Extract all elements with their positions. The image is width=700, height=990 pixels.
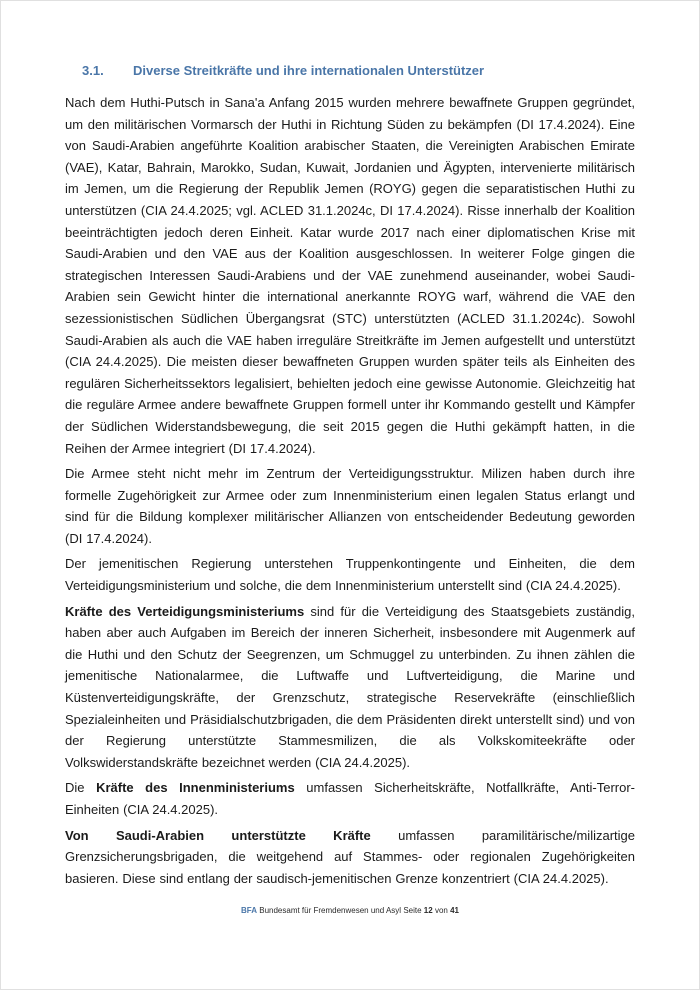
- paragraph: [65, 601, 635, 774]
- paragraph-text: umfassen paramilitärische/milizartige Grenzsicherungsbrigaden, die weitgehend auf Stammes- oder regionalen Zugehörigkeiten basieren. Diese sind entlang der saudisch-jemenitischen Grenze konzentriert (CIA 24.4.2025).: [65, 827, 635, 886]
- paragraph: [65, 92, 635, 459]
- paragraph-text: Nach dem Huthi-Putsch in Sana'a Anfang 2015 wurden mehrere bewaffnete Gruppen gegründet, um den militärischen Vormarsch der Huthi in Richtung Süden zu bekämpfen (DI 17.4.2024). Eine von Saudi-Arabien angeführte Koalition arabischer Staaten, die Vereinigten Arabischen Emirate (VAE), Katar, Bahrain, Marokko, Sudan, Kuwait, Jordanien und Ägypten, intervenierte militärisch im Jemen, um die Regierung der Republik Jemen (ROYG) gegen die separatistischen Huthi zu unterstützen (CIA 24.4.2025; vgl. ACLED 31.1.2024c, DI 17.4.2024). Risse innerhalb der Koalition beeinträchtigten jedoch deren Einheit. Katar wurde 2017 nach einer diplomatischen Krise mit Saudi-Arabien und den VAE aus der Koalition ausgeschlossen. In weiterer Folge gingen die strategischen Interessen Saudi-Arabiens und der VAE zunehmend auseinander, wobei Saudi-Arabien sein Gewicht hinter die international anerkannte ROYG warf, während die VAE den sezessionistischen Südlichen Übergangsrat (STC) unterstützten (ACLED 31.1.2024c). Sowohl Saudi-Arabien als auch die VAE haben irreguläre Streitkräfte im Jemen aufgestellt und unterstützt (CIA 24.4.2025). Die meisten dieser bewaffneten Gruppen wurden später teils als Einheiten des regulären Sicherheitssektors legalisiert, behielten jedoch eine gewisse Autonomie. Gleichzeitig hat die reguläre Armee andere bewaffnete Gruppen formell unter ihr Kommando gestellt und Kämpfer der Südlichen Widerstandsbewegung, die seit 2015 gegen die Huthi gekämpft hatten, in die Reihen der Armee integriert (DI 17.4.2024).: [65, 95, 635, 456]
- footer-total-pages: 41: [450, 906, 459, 915]
- paragraph-text: Die: [65, 780, 97, 796]
- paragraph-text: umfassen Sicherheitskräfte, Notfallkräfte, Anti-Terror-Einheiten (CIA 24.4.2025).: [65, 780, 635, 817]
- paragraph-bold-lead: Kräfte des Innenministeriums: [96, 780, 295, 796]
- page-footer: [1, 906, 699, 915]
- footer-org-name: Bundesamt für Fremdenwesen und Asyl: [259, 906, 402, 915]
- section-heading: [65, 63, 635, 78]
- paragraph-bold-lead: Kräfte des Verteidigungsministeriums: [65, 603, 305, 619]
- footer-page-number: 12: [423, 906, 433, 915]
- paragraph-text: Die Armee steht nicht mehr im Zentrum der Verteidigungsstruktur. Milizen haben durch ihre formelle Zugehörigkeit zur Armee oder zum Innenministerium einen legalen Status erlangt und sind für die Bildung komplexer militärischer Allianzen von entscheidender Bedeutung geworden (DI 17.4.2024).: [65, 466, 635, 546]
- footer-org-abbr: BFA: [241, 906, 257, 915]
- paragraph: [65, 553, 635, 596]
- paragraph-text: Der jemenitischen Regierung unterstehen Truppenkontingente und Einheiten, die dem Verteidigungsministerium und solche, die dem Innenministerium unterstellt sind (CIA 24.4.2025).: [65, 556, 635, 594]
- footer-of-label: von: [434, 906, 448, 915]
- paragraph-text: sind für die Verteidigung des Staatsgebiets zuständig, haben aber auch Aufgaben im Bereich der inneren Sicherheit, insbesondere mit Augenmerk auf die Huthi und den Schutz der Seegrenzen, um Schmuggel zu unterbinden. Zu ihnen zählen die jemenitische Nationalarmee, die Luftwaffe und Luftverteidigung, die Marine und Küstenverteidigungskräfte, der Grenzschutz, strategische Reservekräfte (einschließlich Spezialeinheiten und Präsidialschutzbrigaden, die dem Präsidenten direkt unterstellt sind) und von der Regierung unterstützte Stammesmilizen, die als Volkskomiteekräfte oder Volkswiderstandskräfte bezeichnet werden (CIA 24.4.2025).: [65, 603, 636, 770]
- section-title: Diverse Streitkräfte und ihre internationalen Unterstützer: [133, 63, 485, 78]
- paragraph-bold-lead: Von Saudi-Arabien unterstützte Kräfte: [65, 827, 371, 843]
- paragraph: [65, 463, 635, 549]
- footer-page-label: Seite: [403, 906, 422, 915]
- paragraph: [65, 825, 635, 890]
- section-number: 3.1.: [82, 63, 104, 78]
- paragraph: [65, 777, 635, 820]
